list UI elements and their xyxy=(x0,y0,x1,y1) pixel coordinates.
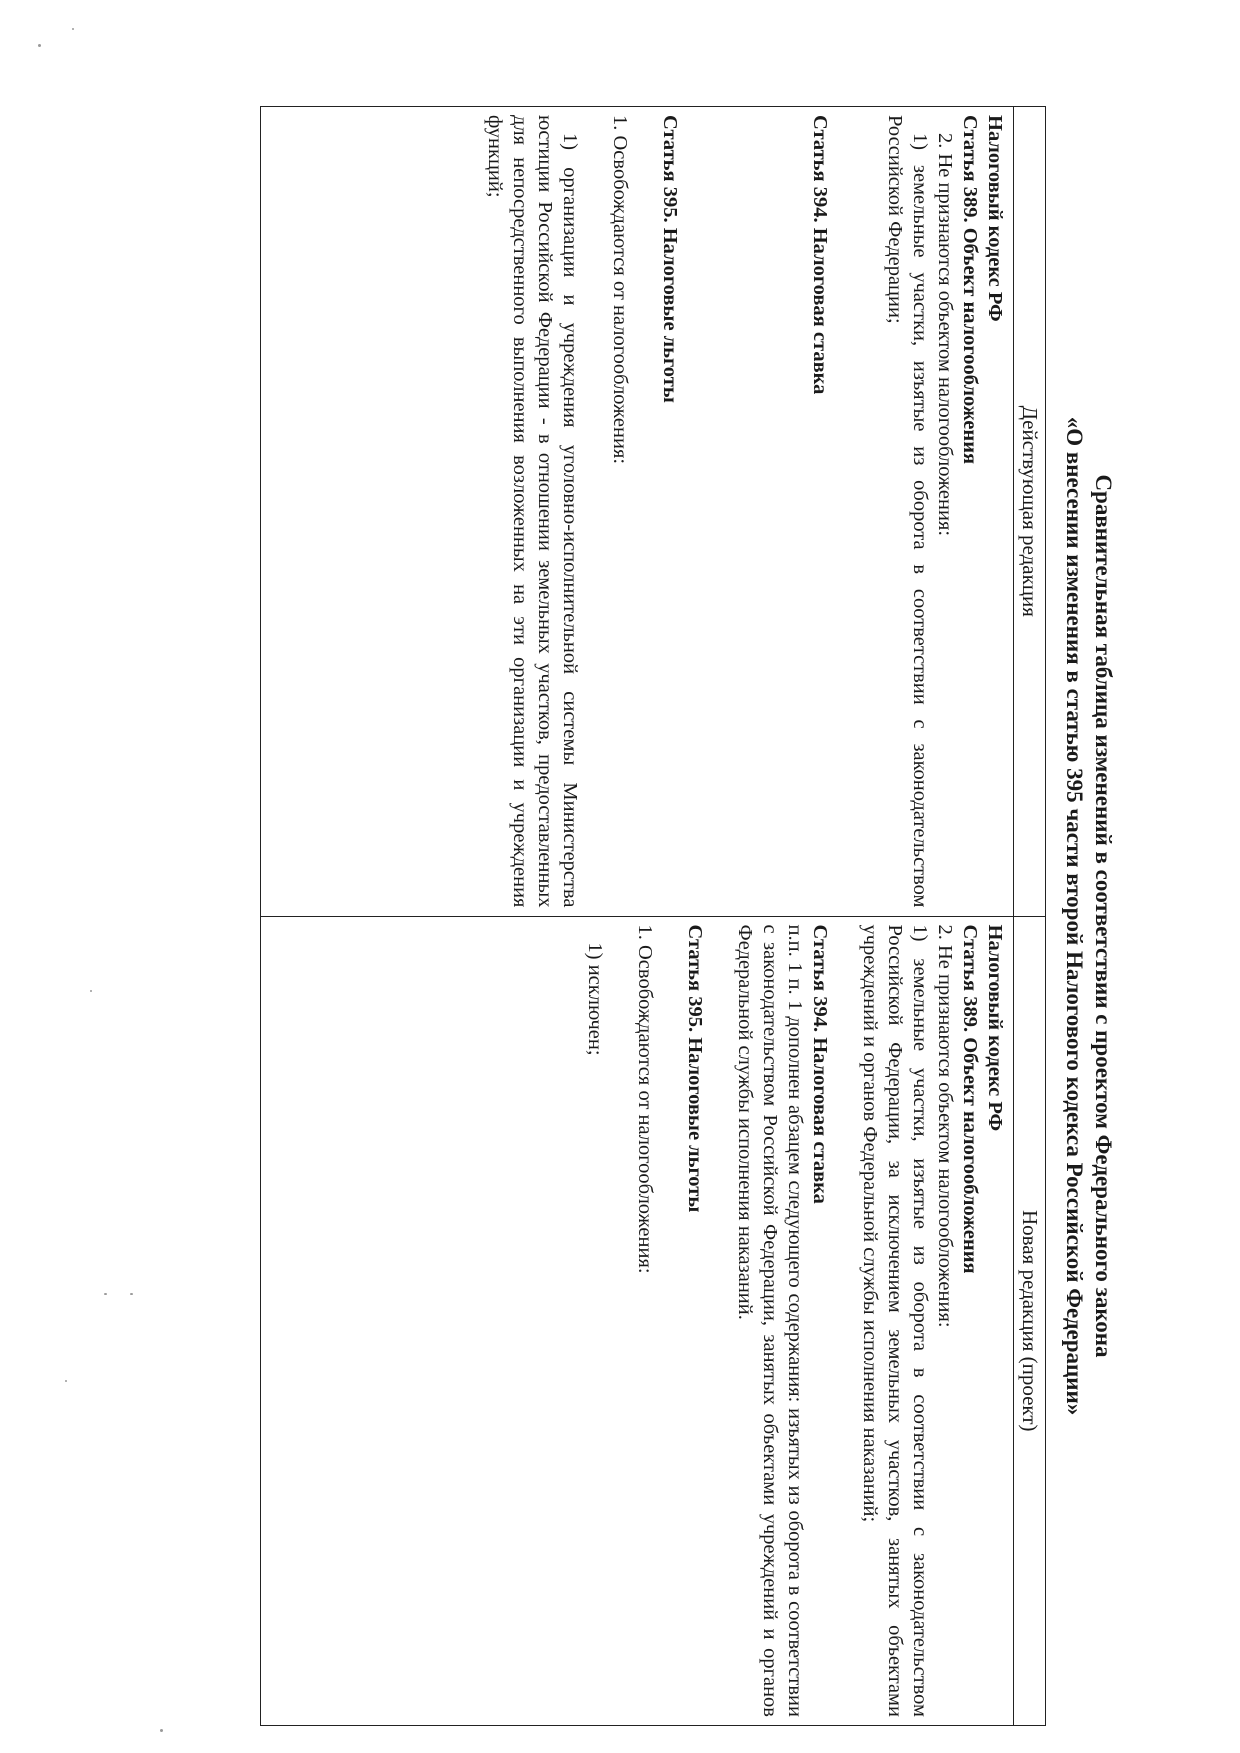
new-art394-text: п.п. 1 п. 1 дополнен абзацем следующего содержания: изъятых из оборота в соответствии с законодательством Российской Федерации, занятых объектами учреждений и органов Федеральной службы исполнения наказаний. xyxy=(734,924,806,1717)
document-title xyxy=(1060,96,1118,1736)
scan-speck xyxy=(104,1293,107,1295)
scan-speck xyxy=(90,990,92,992)
current-art389-title: Статья 389. Объект налогообложения xyxy=(959,115,981,465)
scan-speck xyxy=(72,28,74,30)
new-art394-title: Статья 394. Налоговая ставка xyxy=(809,924,831,1204)
rotated-page xyxy=(258,96,1118,1736)
new-code-title: Налоговый кодекс РФ xyxy=(984,924,1006,1132)
current-art389-p2: 2. Не признаются объектом налогообложения: xyxy=(934,133,956,537)
new-art395-title: Статья 395. Налоговые льготы xyxy=(684,924,706,1213)
current-art395-p1: 1. Освобождаются от налогообложения: xyxy=(609,115,631,465)
current-art389-p2-1: 1) земельные участки, изъятые из оборота в соответствии с законодательством Российской Федерации; xyxy=(884,115,931,908)
scan-speck xyxy=(38,44,41,47)
new-art395-p1: 1. Освобождаются от налогообложения: xyxy=(634,924,656,1274)
new-text-cell xyxy=(261,916,1014,1726)
comparison-table xyxy=(260,106,1046,1726)
current-text-cell xyxy=(261,107,1014,917)
new-art389-p2-1: 1) земельные участки, изъятые из оборота в соответствии с законодательством Российской Федерации, за исключением земельных участков, занятых объектами учреждений и органов Федеральной службы исполнения наказаний; xyxy=(859,924,931,1717)
new-art389-p2: 2. Не признаются объектом налогообложения: xyxy=(934,924,956,1328)
scan-speck xyxy=(130,1293,133,1295)
current-art394-title: Статья 394. Налоговая ставка xyxy=(809,115,831,395)
new-art389-title: Статья 389. Объект налогообложения xyxy=(959,924,981,1274)
title-line-1: Сравнительная таблица изменений в соответствии с проектом Федерального закона xyxy=(1091,474,1116,1358)
current-code-title: Налоговый кодекс РФ xyxy=(984,115,1006,322)
new-column-header: Новая редакция (проект) xyxy=(1014,916,1046,1726)
scan-speck xyxy=(160,1729,163,1732)
new-art395-p1-1: 1) исключен; xyxy=(584,942,606,1056)
current-column-header: Действующая редакция xyxy=(1014,107,1046,917)
title-line-2: «О внесении изменения в статью 395 части второй Налогового кодекса Российской Федерации» xyxy=(1062,416,1087,1416)
scan-speck xyxy=(65,1380,67,1382)
current-art395-p1-1: 1) организации и учреждения уголовно-исполнительной системы Министерства юстиции Российской Федерации - в отношении земельных участков, предоставленных для непосредственного выполнения возложенных на эти организации и учреждения функций; xyxy=(484,115,581,908)
current-art395-title: Статья 395. Налоговые льготы xyxy=(659,115,681,403)
